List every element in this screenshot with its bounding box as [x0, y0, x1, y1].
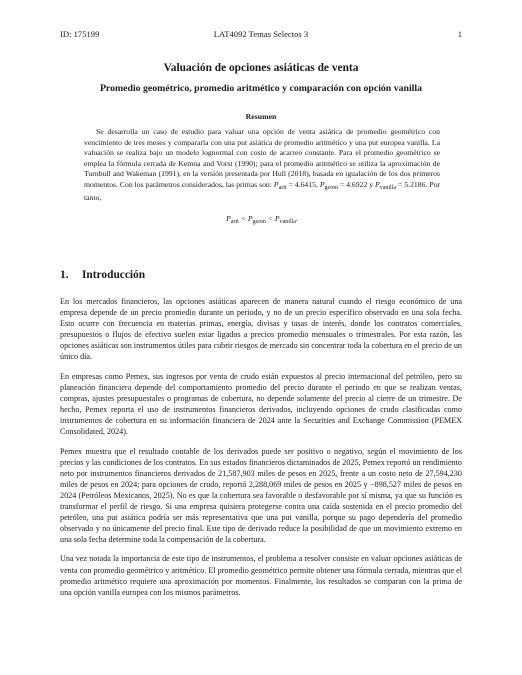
section-number: 1.	[60, 269, 69, 281]
inequality-equation: $P_{arit} < P_{geom} < P_{vanilla}$.	[226, 213, 298, 225]
section-body	[60, 296, 462, 606]
p-arit-subscript: arit	[278, 184, 287, 191]
p-vanilla-value: 5.2186	[404, 179, 426, 189]
p-vanilla-subscript: vanilla	[379, 184, 397, 191]
paper-title: Valuación de opciones asiáticas de venta	[163, 62, 359, 74]
body-paragraph: En los mercados financieros, las opciones asiáticas aparecen de manera natural cuando el riesgo económico de una empresa depende de un precio promedio durante un periodo, y no de un precio específico observado en una sola fecha. Esto ocurre con frecuencia en materias primas, energía, divisas y tasas de interés, donde los contratos comerciales, presupuestos o flujos de efectivo suelen estar ligados a precios promedio mensuales o trimestrales. Por esta razón, las opciones asiáticas son instrumentos útiles para cubrir riesgos de mercado sin concentrar toda la cobertura en el precio de un único día.	[60, 297, 462, 362]
abstract-paragraph: Se desarrolla un caso de estudio para valuar una opción de venta asiática de promedio geométrico con vencimiento de tres meses y compararla con una put asiática de promedio aritmético y una put europea vanilla. La valuación se realiza bajo un modelo lognormal con costo de acarreo constante. Para el promedio geométrico se emplea la fórmula cerrada de Kemna and Vorst (1990); para el promedio aritmético se utiliza la aproximación de Turnbull and Wakeman (1991), en la versión presentada por Hull (2018), basada en igualación de los dos primeros momentos. Con los parámetros considerados, las primas son: $P_{arit} = 4.6415$, $P_{geom} = 4.6922$ y $P_{vanilla} = 5.2186$. Por tanto,	[84, 127, 440, 202]
eq-geom-subscript: geom	[252, 218, 266, 225]
body-paragraph: Pemex muestra que el resultado contable de los derivados puede ser positivo o negativo, según el movimiento de los precios y las condiciones de los contratos. En sus estados financieros dictaminados de 2025, Pemex reportó un rendimiento neto por instrumentos financieros derivados de 21,587,903 miles de pesos en 2025, frente a un costo neto de 27,594,230 miles de pesos en 2024; para opciones de crudo, reportó 2,288,069 miles de pesos en 2025 y −898,527 miles de pesos en 2024 (Petróleos Mexicanos, 2025). No es que la cobertura sea favorable o desfavorable por sí misma, ya que su función es transformar el perfil de riesgo. Si una empresa quisiera protegerse contra una caída sostenida en el precio promedio del petróleo, una put asiática podría ser más representativa que una put vanilla, porque su pago dependería del promedio observado y no únicamente del precio final. Este tipo de derivado reduce la posibilidad de que un movimiento extremo en una sola fecha determine toda la compensación de la cobertura.	[60, 446, 462, 544]
abstract-text: Se desarrolla un caso de estudio para valuar una opción de venta asiática de promedio geométrico con vencimiento de tres meses y compararla con una put asiática de promedio aritmético y una put europea vanilla. La valuación se realiza bajo un modelo lognormal con costo de acarreo constante. Para el promedio geométrico se emplea la fórmula cerrada de Kemna and Vorst (1990); para el promedio aritmético se utiliza la aproximación de Turnbull and Wakeman (1991), en la versión presentada por Hull (2018), basada en igualación de los dos primeros momentos. Con los parámetros considerados, las primas son:	[84, 127, 440, 189]
document-id: ID: 175199	[60, 29, 100, 39]
page-number: 1	[457, 29, 462, 39]
body-paragraph: En empresas como Pemex, sus ingresos por venta de crudo están expuestos al precio internacional del petróleo, pero su planeación financiera depende del comportamiento promedio del precio durante el periodo en que se realizan ventas, compras, ajustes presupuestales o programas de cobertura, no depende solamente del precio al cierre de un trimestre. De hecho, Pemex reporta el uso de instrumentos financieros derivados, incluyendo opciones de crudo clasificadas como instrumentos de cobertura en su información financiera de 2024 ante la Securities and Exchange Commission (PEMEX Consolidated, 2024).	[60, 371, 462, 437]
abstract-heading: Resumen	[245, 112, 277, 121]
abstract	[84, 127, 440, 227]
abstract-closing: Por tanto,	[84, 179, 440, 202]
p-arit-value: 4.6415	[294, 179, 316, 189]
section-title: Introducción	[82, 269, 146, 281]
section-heading	[60, 268, 462, 282]
eq-arit-subscript: arit	[230, 218, 239, 225]
running-header	[60, 28, 462, 40]
course-name: LAT4092 Temas Selectos 3	[213, 29, 309, 39]
eq-vanilla-subscript: vanilla	[279, 218, 296, 225]
p-geom-subscript: geom	[324, 184, 338, 191]
body-paragraph: Una vez notada la importancia de este tipo de instrumentos, el problema a resolver consiste en valuar opciones asiáticas de venta con promedio geométrico y aritmético. El promedio geométrico permite obtener una fórmula cerrada, mientras que el promedio aritmético requiere una aproximación por momentos. Finalmente, los resultados se comparan con la prima de una opción vanilla europea con los mismos parámetros.	[60, 554, 462, 597]
paper-subtitle: Promedio geométrico, promedio aritmético y comparación con opción vanilla	[99, 83, 423, 94]
p-geom-value: 4.6922	[346, 179, 368, 189]
